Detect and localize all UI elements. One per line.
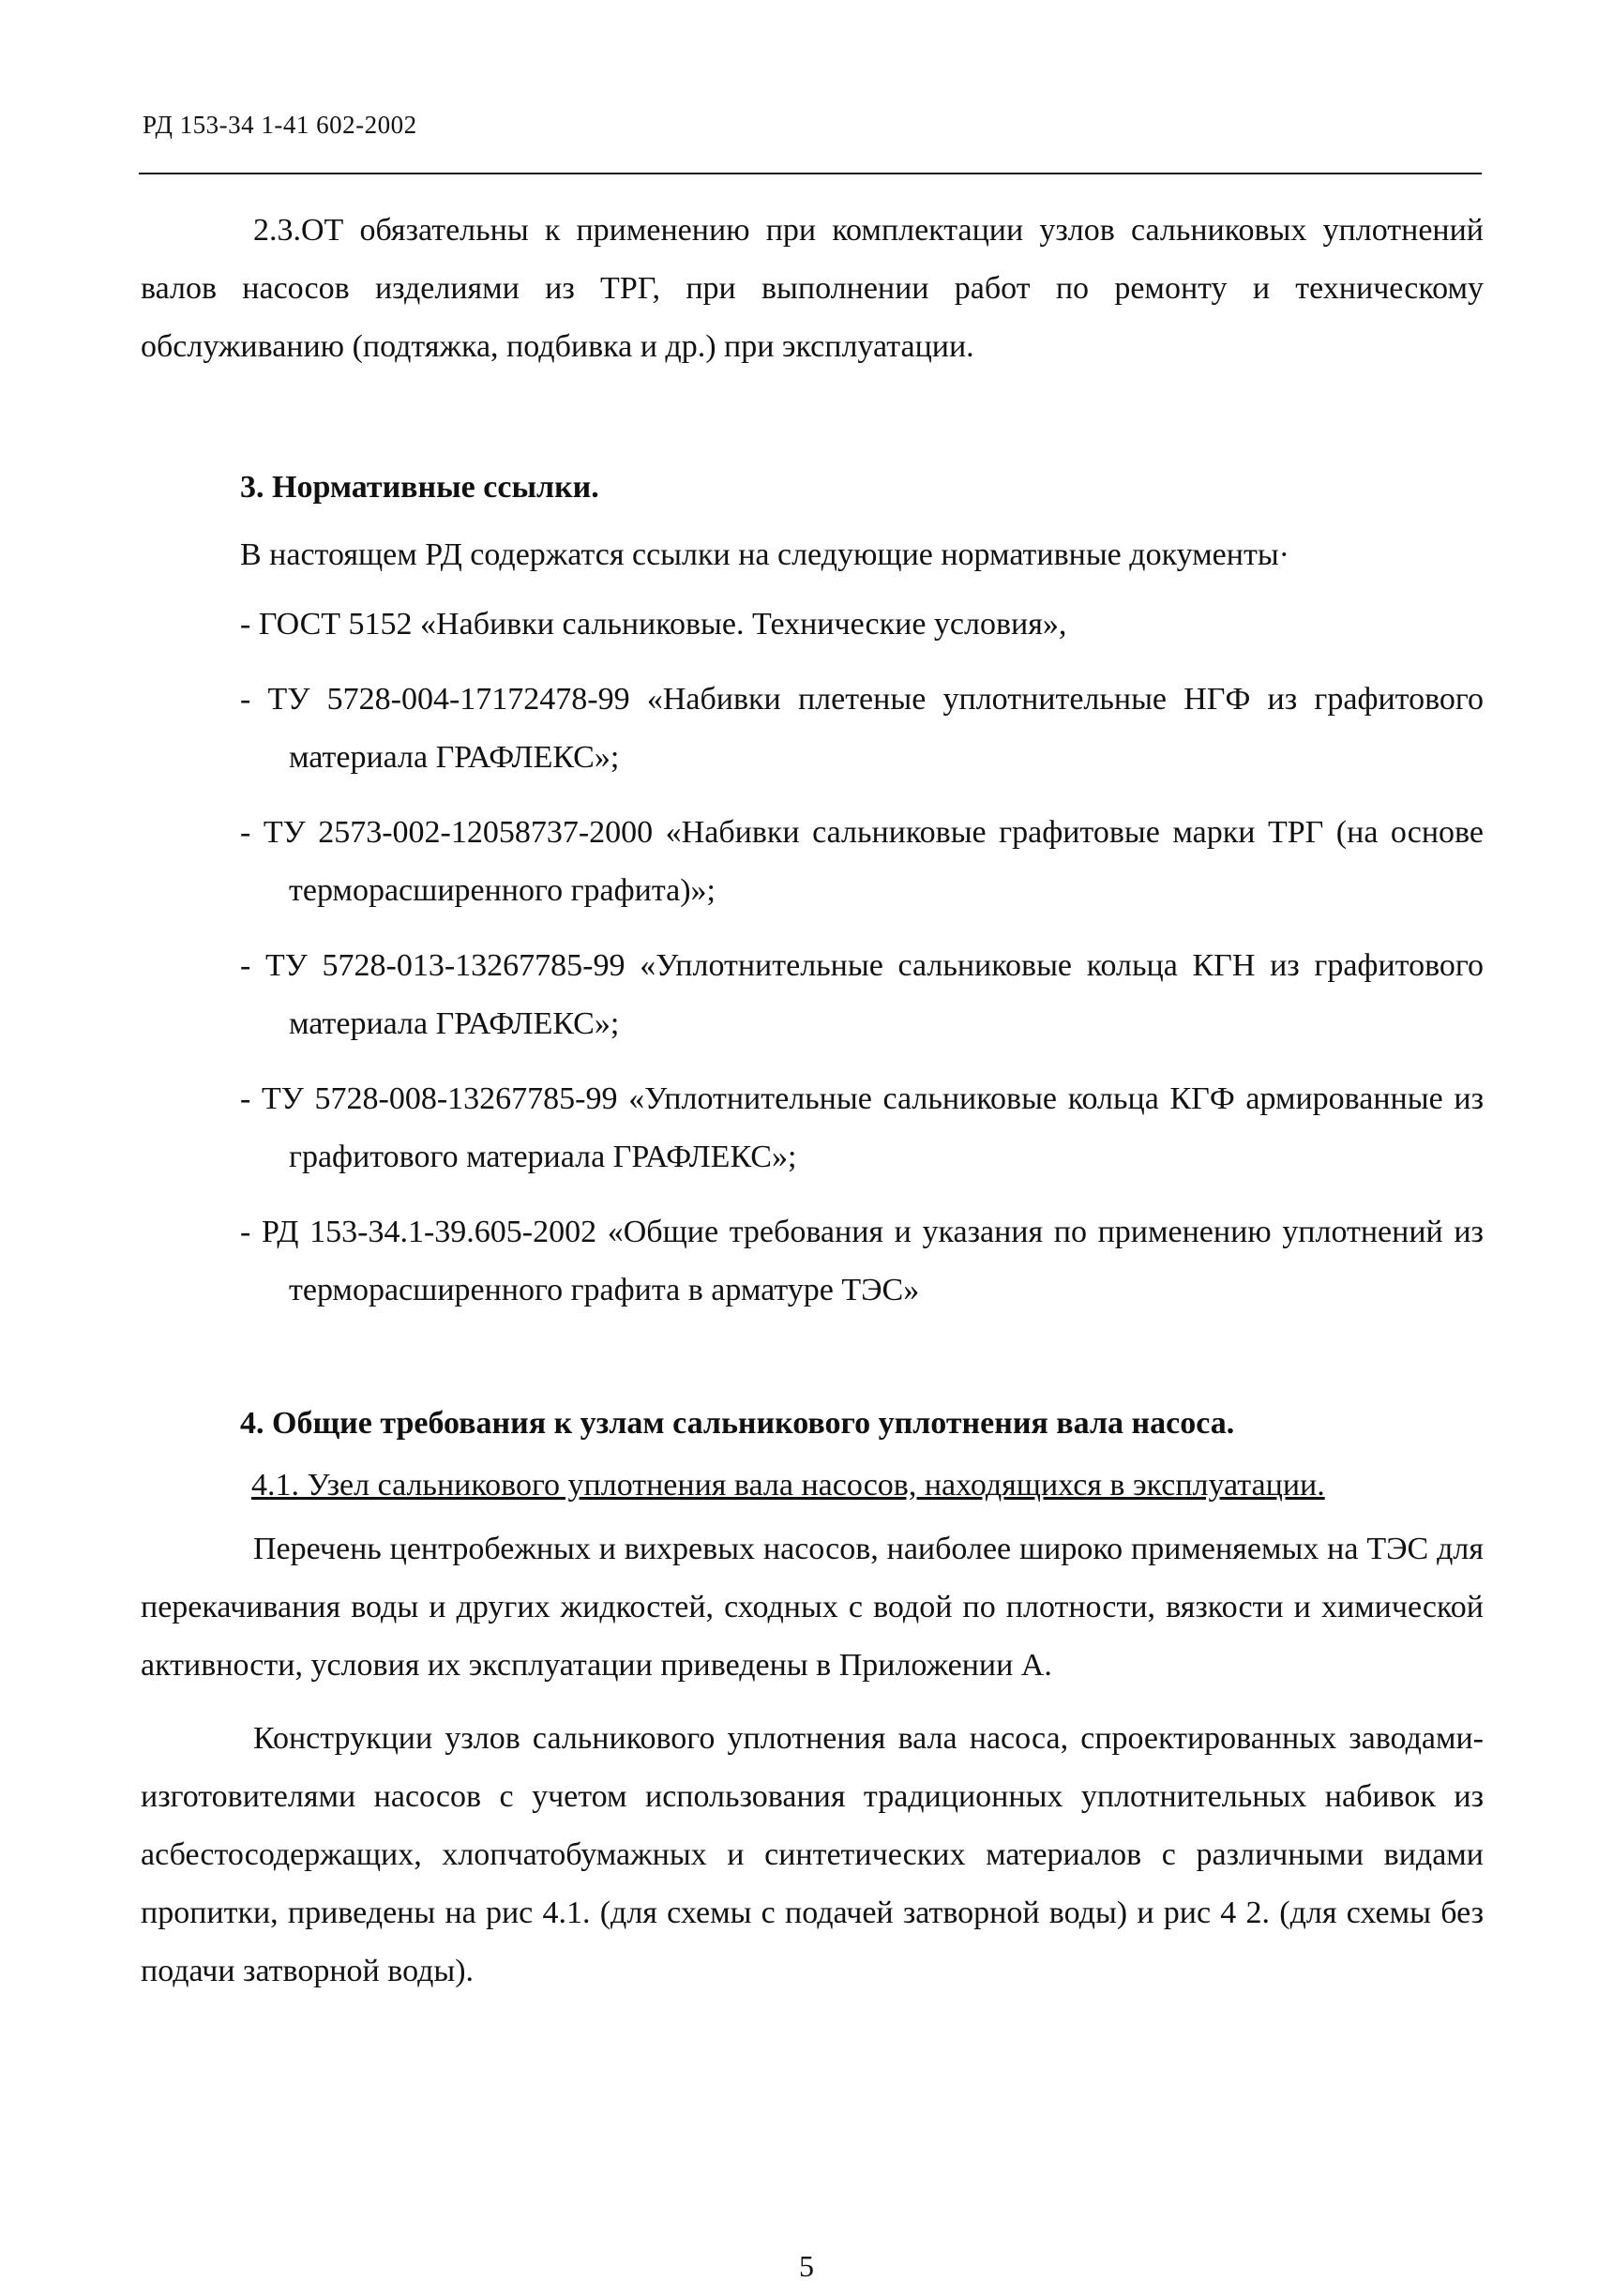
section-4-paragraph: Перечень центробежных и вихревых насосов, наиболее широко применяемых на ТЭС для перекачивания воды и других жидкостей, сходных с водой по плотности, вязкости и химической активности, условия их эксплуатации приведены в Приложении А.	[141, 1532, 1484, 1683]
reference-item: - ГОСТ 5152 «Набивки сальниковые. Технические условия»,	[240, 607, 1067, 642]
page-number: 5	[799, 2249, 814, 2283]
section-3-intro: В настоящем РД содержатся ссылки на следующие нормативные документы·	[240, 537, 1289, 572]
reference-item: - ТУ 2573-002-12058737-2000 «Набивки сальниковые графитовые марки ТРГ (на основе терморасширенного графита)»;	[240, 815, 1484, 908]
section-4-1-subheading: 4.1. Узел сальникового уплотнения вала насосов, находящихся в эксплуатации.	[251, 1468, 1325, 1503]
page-content	[141, 202, 1484, 2001]
document-code-header: РД 153-34 1-41 602-2002	[143, 111, 417, 139]
section-4-heading: 4. Общие требования к узлам сальникового уплотнения вала насоса.	[240, 1406, 1235, 1441]
spacer	[141, 1320, 1484, 1395]
header-divider	[139, 173, 1482, 174]
section-4-paragraph: Конструкции узлов сальникового уплотнения вала насоса, спроектированных заводами-изготовителями насосов с учетом использования традиционных уплотнительных набивок из асбестосодержащих, хлопчатобумажных и синтетических материалов с различными видами пропитки, приведены на рис 4.1. (для схемы с подачей затворной воды) и рис 4 2. (для схемы без подачи затворной воды).	[141, 1721, 1484, 1988]
reference-item: - ТУ 5728-013-13267785-99 «Уплотнительные сальниковые кольца КГН из графитового материала ГРАФЛЕКС»;	[240, 948, 1484, 1041]
reference-item: - ТУ 5728-008-13267785-99 «Уплотнительные сальниковые кольца КГФ армированные из графитового материала ГРАФЛЕКС»;	[240, 1081, 1484, 1174]
section-2-3-paragraph: 2.3.ОТ обязательны к применению при комплектации узлов сальниковых уплотнений валов насосов изделиями из ТРГ, при выполнении работ по ремонту и техническому обслуживанию (подтяжка, подбивка и др.) при эксплуатации.	[141, 213, 1484, 364]
spacer	[141, 376, 1484, 459]
reference-item: - ТУ 5728-004-17172478-99 «Набивки плетеные уплотнительные НГФ из графитового материала ГРАФЛЕКС»;	[240, 682, 1484, 775]
references-list	[141, 596, 1484, 1320]
reference-item: - РД 153-34.1-39.605-2002 «Общие требования и указания по применению уплотнений из терморасширенного графита в арматуре ТЭС»	[240, 1215, 1484, 1307]
section-3-heading: 3. Нормативные ссылки.	[240, 470, 599, 505]
